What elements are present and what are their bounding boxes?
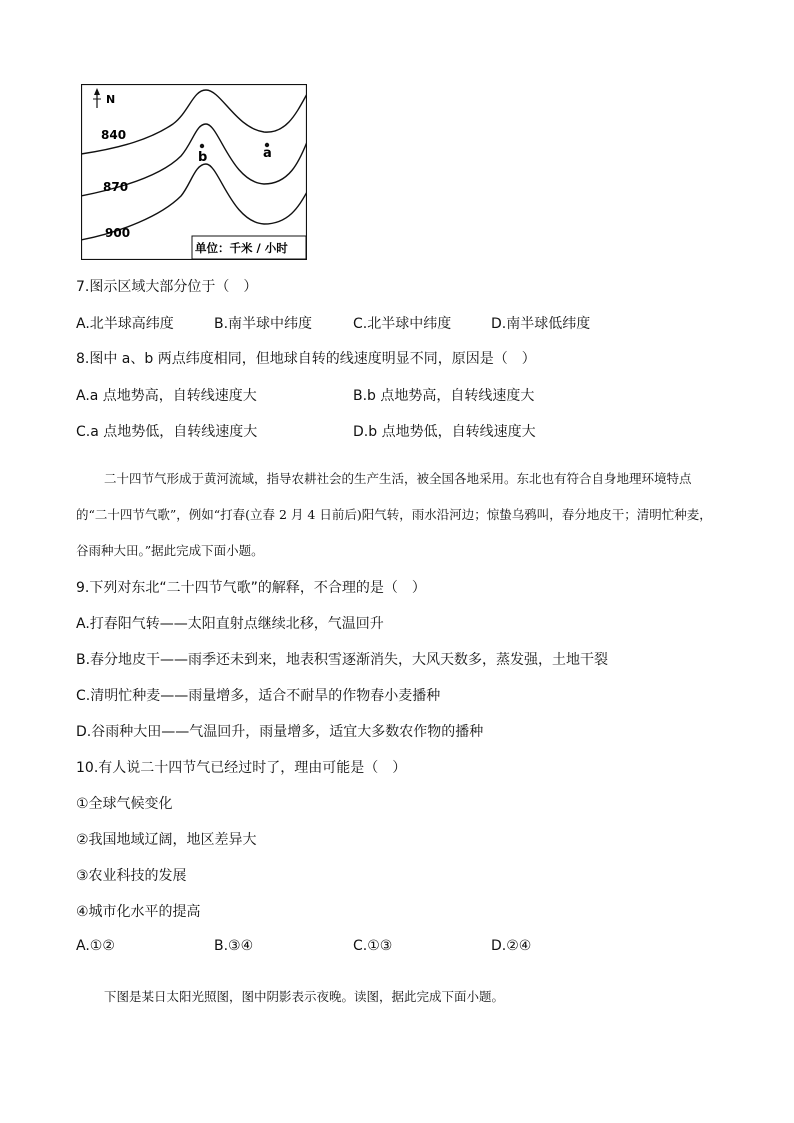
- point-b-dot: [200, 144, 204, 148]
- question-7-options: [76, 313, 736, 333]
- q9-option-d[interactable]: D.谷雨种大田——气温回升，雨量增多，适宜大多数农作物的播种: [76, 724, 484, 740]
- question-8-options-row2: [76, 421, 736, 441]
- question-8-options-row1: [76, 385, 736, 405]
- contour-label-870: 870: [103, 180, 129, 194]
- q10-item-1: ①全球气候变化: [76, 796, 173, 812]
- question-7-stem: 7.图示区域大部分位于（ ）: [76, 279, 258, 295]
- q10-item-4: ④城市化水平的提高: [76, 904, 201, 920]
- q8-option-c[interactable]: C.a 点地势低，自转线速度大: [76, 424, 258, 440]
- q8-option-b[interactable]: B.b 点地势高，自转线速度大: [353, 388, 535, 404]
- q8-option-d[interactable]: D.b 点地势低，自转线速度大: [353, 424, 536, 440]
- q8-option-a[interactable]: A.a 点地势高，自转线速度大: [76, 388, 257, 404]
- q9-option-a[interactable]: A.打春阳气转——太阳直射点继续北移，气温回升: [76, 616, 384, 632]
- point-b-label: b: [198, 150, 208, 165]
- q10-option-c[interactable]: C.①③: [353, 938, 393, 954]
- question-8-stem: 8.图中 a、b 两点纬度相同，但地球自转的线速度明显不同，原因是（ ）: [76, 351, 536, 367]
- contour-label-900: 900: [105, 226, 131, 240]
- question-9-stem: 9.下列对东北“二十四节气歌”的解释，不合理的是（ ）: [76, 580, 426, 596]
- passage-sunlight-figure: 下图是某日太阳光照图，图中阴影表示夜晚。读图，据此完成下面小题。: [104, 989, 505, 1004]
- north-label: N: [106, 93, 116, 106]
- q7-option-a[interactable]: A.北半球高纬度: [76, 316, 174, 332]
- unit-label: 单位：千米 / 小时: [195, 241, 288, 255]
- passage-solar-terms: 二十四节气形成于黄河流域，指导农耕社会的生产生活，被全国各地采用。东北也有符合自身地理环境特点的“二十四节气歌”，例如“打春(立春 2 月 4 日前后)阳气转，雨水沿河边；惊蛰乌鸦叫，春分地皮干；清明忙种麦，谷雨种大田。”据此完成下面小题。: [76, 471, 712, 558]
- q7-option-d[interactable]: D.南半球低纬度: [491, 316, 591, 332]
- q10-item-2: ②我国地域辽阔，地区差异大: [76, 832, 257, 848]
- q10-option-b[interactable]: B.③④: [214, 938, 254, 954]
- point-a-label: a: [263, 146, 272, 161]
- q7-option-b[interactable]: B.南半球中纬度: [214, 316, 313, 332]
- contour-label-840: 840: [101, 128, 127, 142]
- question-10-stem: 10.有人说二十四节气已经过时了，理由可能是（ ）: [76, 760, 407, 776]
- q10-option-a[interactable]: A.①②: [76, 938, 115, 954]
- q9-option-c[interactable]: C.清明忙种麦——雨量增多，适合不耐旱的作物春小麦播种: [76, 688, 441, 704]
- q10-option-d[interactable]: D.②④: [491, 938, 532, 954]
- contour-figure: [81, 84, 307, 260]
- q9-option-b[interactable]: B.春分地皮干——雨季还未到来，地表积雪逐渐消失，大风天数多，蒸发强，土地干裂: [76, 652, 609, 668]
- q10-item-3: ③农业科技的发展: [76, 868, 187, 884]
- q7-option-c[interactable]: C.北半球中纬度: [353, 316, 452, 332]
- question-10-options: [76, 938, 736, 958]
